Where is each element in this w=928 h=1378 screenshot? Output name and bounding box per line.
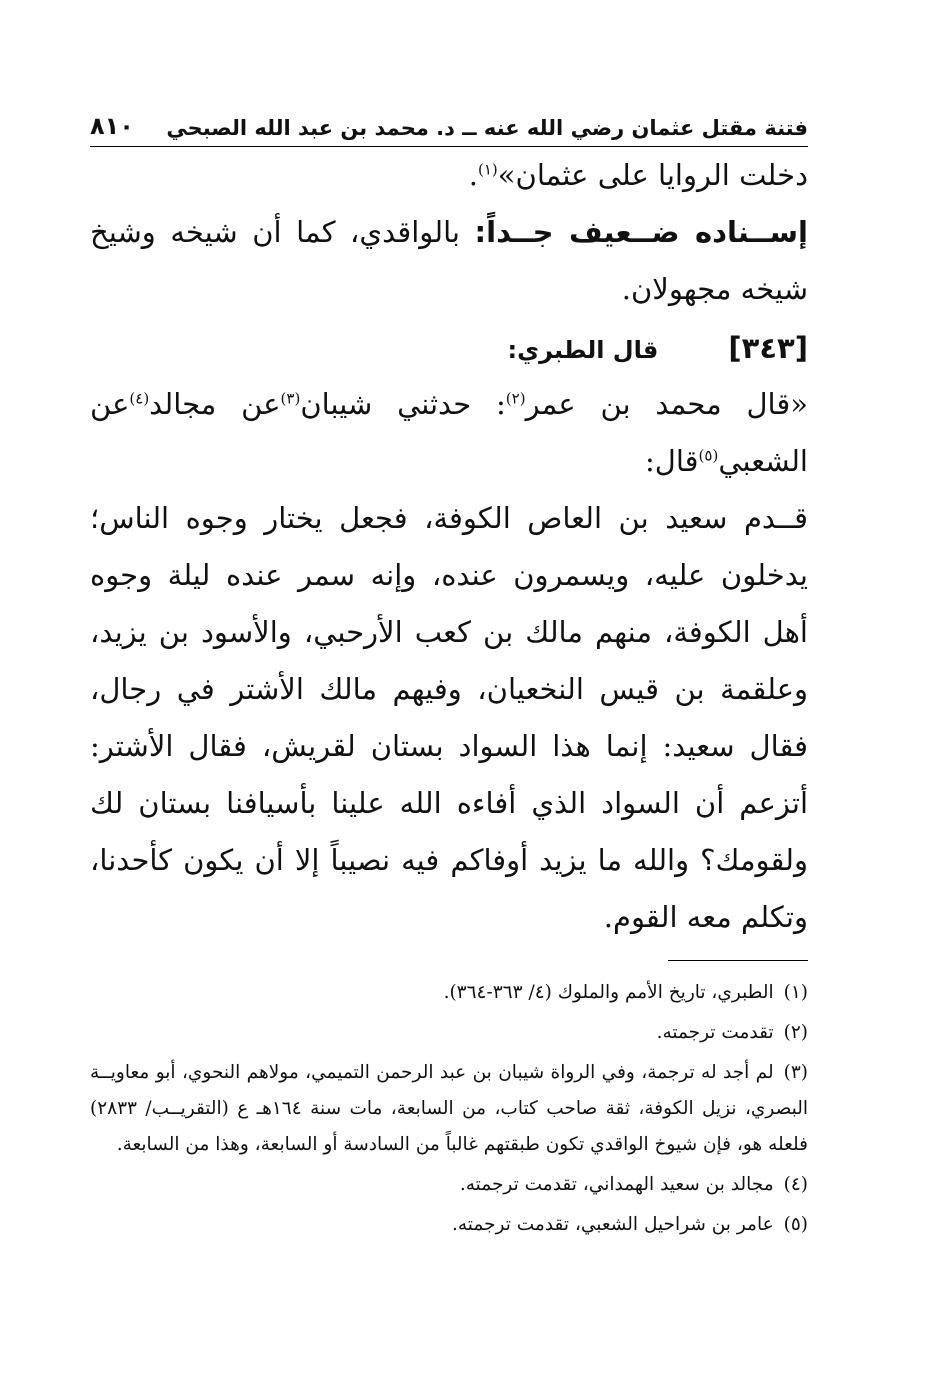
footnote-item: (١)الطبري، تاريخ الأمم والملوك (٤/ ٣٦٣-٣٦٤). [443, 982, 808, 1003]
footnote-ref-2: (٢) [505, 389, 526, 408]
section-source: قال الطبري: [507, 336, 659, 364]
footnotes [90, 975, 808, 1243]
footnote-item: (٣)لم أجد له ترجمة، وفي الرواة شيبان بن عبد الرحمن التميمي، مولاهم النحوي، أبو معاويــة البصري، نزيل الكوفة، ثقة صاحب كتاب، من السابعة، مات سنة ١٦٤هـ ع (التقريــب/ ٢٨٣٣) فلعله هو، فإن شيوخ الواقدي تكون طبقتهم غالباً من السادسة أو السابعة، وهذا من السابعة. [90, 1062, 809, 1155]
paragraph-quote-end: دخلت الروايا على عثمان»$^{(١)}$. [468, 158, 808, 192]
footnote-ref-4: (٤) [129, 389, 150, 408]
page-number: ٨١٠ [90, 112, 134, 140]
grading-label: إســناده ضــعيف جــداً: [474, 215, 809, 249]
running-title: فتنة مقتل عثمان رضي الله عنه ــ د. محمد بن عبد الله الصبحي [166, 116, 808, 140]
section-number: [٣٤٣] [728, 331, 808, 365]
footnote-item: (٤)مجالد بن سعيد الهمداني، تقدمت ترجمته. [459, 1174, 808, 1195]
footnote-item: (٥)عامر بن شراحيل الشعبي، تقدمت ترجمته. [451, 1214, 808, 1235]
footnote-divider [668, 960, 808, 961]
footnote-ref-3: (٣) [280, 389, 301, 408]
running-header [90, 100, 808, 147]
book-page [90, 100, 808, 1247]
footnote-ref-5: (٥) [698, 446, 719, 465]
footnote-ref-1: (١) [478, 160, 498, 179]
paragraph-isnad-grading: إســناده ضــعيف جــداً: بالواقدي، كما أن شيخه وشيخ شيخه مجهولان. [90, 215, 809, 306]
paragraph-narration: قــدم سعيد بن العاص الكوفة، فجعل يختار وجوه الناس؛ يدخلون عليه، ويسمرون عنده، وإنه سمر عنده ليلة وجوه أهل الكوفة، منهم مالك بن كعب الأرحبي، والأسود بن يزيد، وعلقمة بن قيس النخعيان، وفيهم مالك الأشتر في رجال، فقال سعيد: إنما هذا السواد بستان لقريش، فقال الأشتر: أتزعم أن السواد الذي أفاءه الله علينا بأسيافنا بستان لك ولقومك؟ والله ما يزيد أوفاكم فيه نصيباً إلا أن يكون كأحدنا، وتكلم معه القوم. [90, 501, 808, 934]
section-heading [90, 322, 808, 376]
footnote-item: (٢)تقدمت ترجمته. [656, 1022, 808, 1043]
paragraph-isnad: «قال محمد بن عمر$^{(٢)}$: حدثني شيبان$^{(٣)}$عن مجالد$^{(٤)}$عن الشعبي$^{(٥)}$قال: [90, 387, 808, 478]
